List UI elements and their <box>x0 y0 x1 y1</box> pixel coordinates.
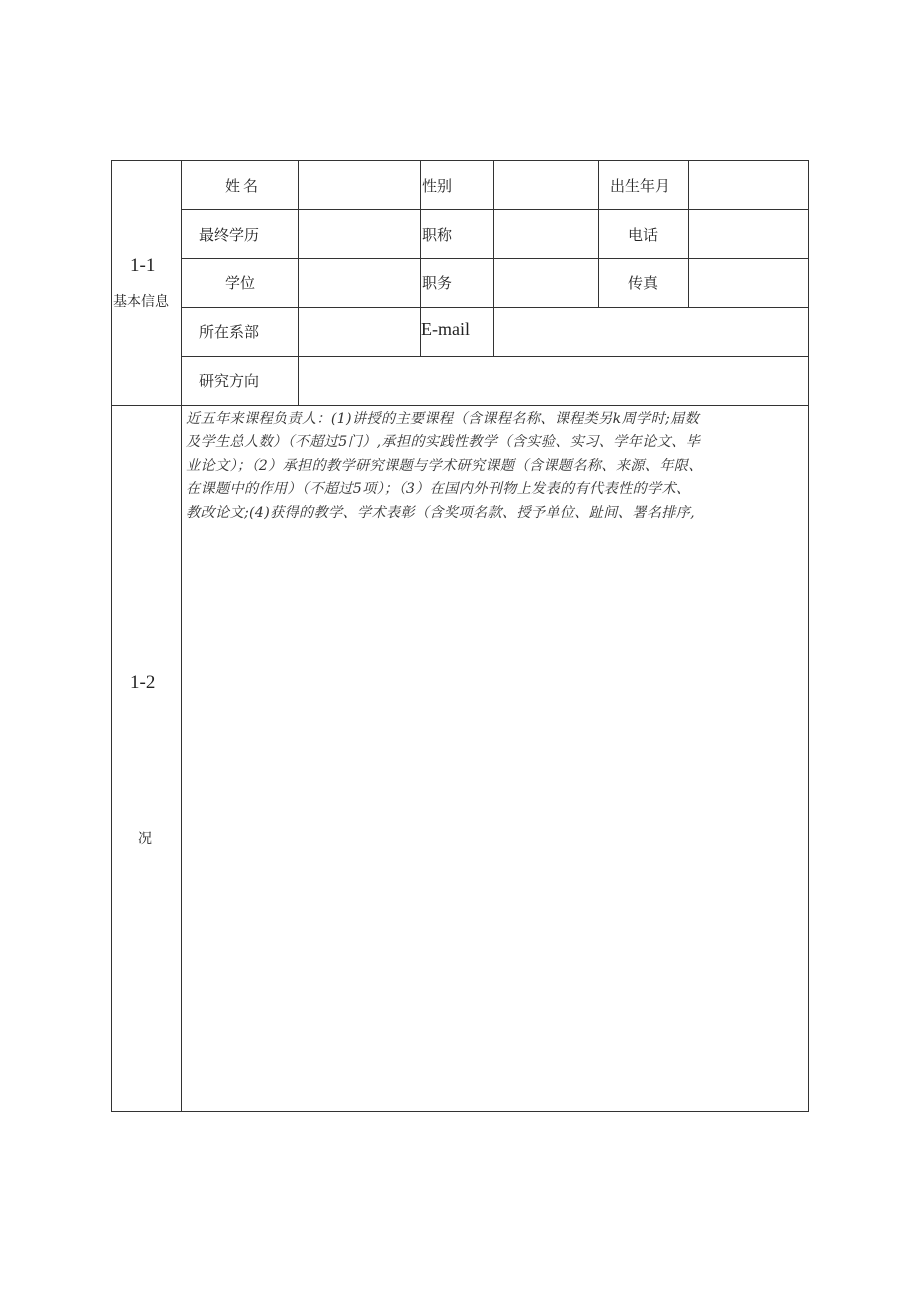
column-divider <box>688 160 689 307</box>
table-border-right <box>808 160 809 1112</box>
education-field[interactable] <box>303 210 418 257</box>
section-1-label: 基本信息 <box>113 294 169 310</box>
birth-label: 出生年月 <box>610 177 671 195</box>
title-label: 职称 <box>422 226 453 244</box>
table-border-left <box>111 160 112 1112</box>
column-divider <box>298 160 299 405</box>
fax-label: 传真 <box>628 274 659 292</box>
position-field[interactable] <box>497 259 596 306</box>
name-field[interactable] <box>303 161 418 208</box>
email-label: E-mail <box>421 319 470 339</box>
department-field[interactable] <box>303 308 418 355</box>
section-2-number: 1-2 <box>130 672 156 693</box>
phone-field[interactable] <box>691 210 806 257</box>
teacher-info-form <box>111 160 809 1112</box>
phone-label: 电话 <box>628 226 659 244</box>
gender-label: 性别 <box>422 177 453 195</box>
fax-field[interactable] <box>691 259 806 306</box>
degree-label: 学位 <box>225 274 256 292</box>
birth-field[interactable] <box>691 161 806 208</box>
department-label: 所在系部 <box>199 323 260 341</box>
section-2-content-area[interactable] <box>186 540 806 1108</box>
section-1-number: 1-1 <box>130 255 156 276</box>
research-field[interactable] <box>303 357 806 404</box>
degree-field[interactable] <box>303 259 418 306</box>
position-label: 职务 <box>422 274 453 292</box>
gender-field[interactable] <box>497 161 596 208</box>
research-label: 研究方向 <box>199 372 260 390</box>
title-field[interactable] <box>497 210 596 257</box>
section-divider <box>111 405 809 406</box>
label-column-divider <box>181 160 182 1112</box>
table-border-bottom <box>111 1111 809 1112</box>
email-field[interactable] <box>497 308 806 355</box>
section-2-description: 近五年来课程负责人：(1)讲授的主要课程（含课程名称、课程类另k周学时;届数 及学生总人数）（不超过5门）,承担的实践性教学（含实验、实习、学年论文、毕 业论文）；（2）承担的教学研究课题与学术研究课题（含课题名称、来源、年限、 在课题中的作用）（不超过5项）；（3）在国内外刊物上发表的有代表性的学术、 教改论文;(4)获得的教学、学术表彰（含奖项名款、授予单位、趾间、署名排序, <box>186 411 703 521</box>
column-divider <box>493 160 494 356</box>
column-divider <box>598 160 599 307</box>
education-label: 最终学历 <box>199 226 260 244</box>
name-label: 姓名 <box>225 177 262 195</box>
section-2-label: 况 <box>138 831 152 847</box>
